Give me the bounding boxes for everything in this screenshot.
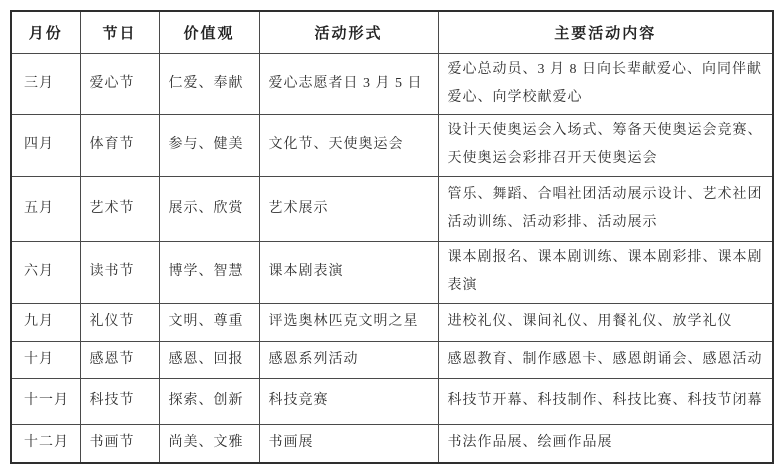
cell-month: 十一月 xyxy=(11,378,80,424)
cell-month: 六月 xyxy=(11,241,80,303)
cell-festival: 书画节 xyxy=(80,424,159,463)
cell-values: 仁爱、奉献 xyxy=(159,53,259,114)
cell-festival: 读书节 xyxy=(80,241,159,303)
table-row xyxy=(11,378,773,424)
table-row xyxy=(11,114,773,176)
activity-schedule-table xyxy=(10,10,774,464)
cell-month: 四月 xyxy=(11,114,80,176)
cell-main-content: 设计天使奥运会入场式、筹备天使奥运会竞赛、天使奥运会彩排召开天使奥运会 xyxy=(438,114,773,176)
table-row xyxy=(11,176,773,241)
cell-activity-form: 评选奥林匹克文明之星 xyxy=(259,303,438,341)
cell-values: 博学、智慧 xyxy=(159,241,259,303)
cell-activity-form: 爱心志愿者日 3 月 5 日 xyxy=(259,53,438,114)
cell-values: 参与、健美 xyxy=(159,114,259,176)
cell-month: 五月 xyxy=(11,176,80,241)
cell-values: 展示、欣赏 xyxy=(159,176,259,241)
cell-main-content: 管乐、舞蹈、合唱社团活动展示设计、艺术社团活动训练、活动彩排、活动展示 xyxy=(438,176,773,241)
cell-festival: 感恩节 xyxy=(80,341,159,378)
cell-activity-form: 感恩系列活动 xyxy=(259,341,438,378)
cell-activity-form: 文化节、天使奥运会 xyxy=(259,114,438,176)
table-row xyxy=(11,303,773,341)
header-values: 价值观 xyxy=(159,11,259,53)
cell-main-content: 书法作品展、绘画作品展 xyxy=(438,424,773,463)
header-month: 月份 xyxy=(11,11,80,53)
header-row xyxy=(11,11,773,53)
cell-activity-form: 书画展 xyxy=(259,424,438,463)
table-row xyxy=(11,424,773,463)
cell-main-content: 感恩教育、制作感恩卡、感恩朗诵会、感恩活动 xyxy=(438,341,773,378)
cell-main-content: 课本剧报名、课本剧训练、课本剧彩排、课本剧表演 xyxy=(438,241,773,303)
header-festival: 节日 xyxy=(80,11,159,53)
cell-main-content: 科技节开幕、科技制作、科技比赛、科技节闭幕 xyxy=(438,378,773,424)
header-activity-form: 活动形式 xyxy=(259,11,438,53)
cell-main-content: 进校礼仪、课间礼仪、用餐礼仪、放学礼仪 xyxy=(438,303,773,341)
cell-month: 十二月 xyxy=(11,424,80,463)
cell-month: 三月 xyxy=(11,53,80,114)
cell-festival: 体育节 xyxy=(80,114,159,176)
cell-festival: 爱心节 xyxy=(80,53,159,114)
cell-activity-form: 科技竞赛 xyxy=(259,378,438,424)
table-row xyxy=(11,341,773,378)
cell-festival: 科技节 xyxy=(80,378,159,424)
cell-values: 尚美、文雅 xyxy=(159,424,259,463)
cell-main-content: 爱心总动员、3 月 8 日向长辈献爱心、向同伴献爱心、向学校献爱心 xyxy=(438,53,773,114)
cell-activity-form: 艺术展示 xyxy=(259,176,438,241)
table-row xyxy=(11,53,773,114)
cell-month: 九月 xyxy=(11,303,80,341)
cell-values: 探索、创新 xyxy=(159,378,259,424)
cell-festival: 艺术节 xyxy=(80,176,159,241)
header-main-content: 主要活动内容 xyxy=(438,11,773,53)
cell-values: 感恩、回报 xyxy=(159,341,259,378)
table-row xyxy=(11,241,773,303)
cell-festival: 礼仪节 xyxy=(80,303,159,341)
cell-activity-form: 课本剧表演 xyxy=(259,241,438,303)
cell-values: 文明、尊重 xyxy=(159,303,259,341)
cell-month: 十月 xyxy=(11,341,80,378)
